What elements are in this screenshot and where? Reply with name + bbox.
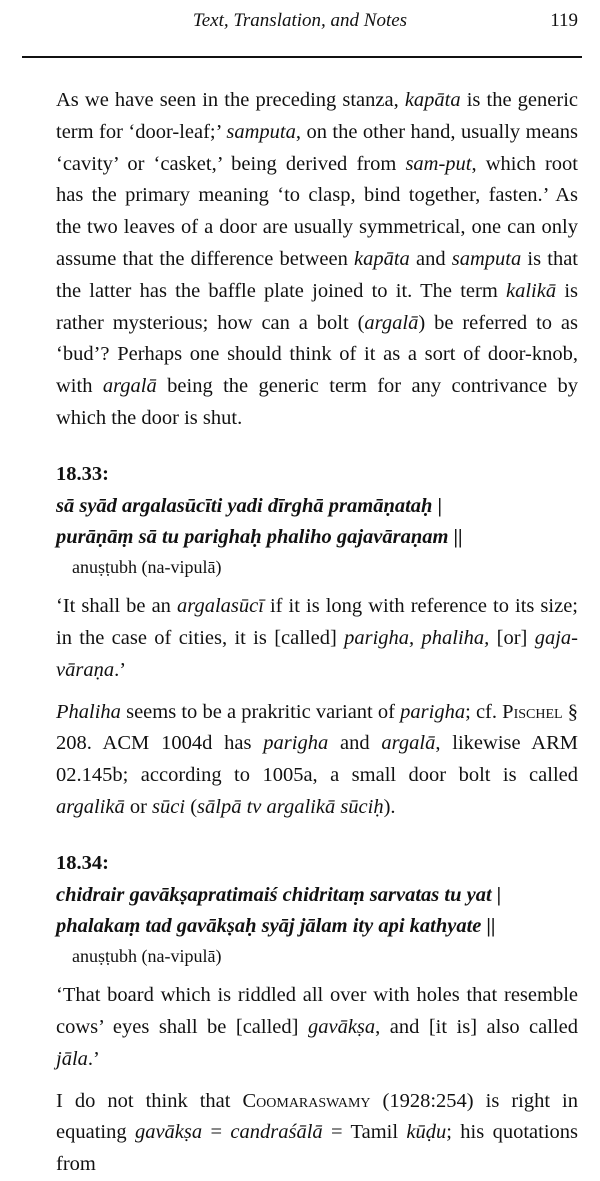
text-run: § 208. ACM 1004d has — [56, 700, 578, 755]
term: Phaliha — [56, 700, 121, 723]
text-run: ( — [185, 795, 198, 818]
page-body — [22, 85, 578, 1181]
term: kalikā — [506, 279, 557, 302]
term: sūci — [152, 795, 186, 818]
verse-number: 18.34: — [56, 851, 109, 874]
term: samputa — [451, 247, 522, 270]
term: parigha — [400, 700, 466, 723]
page-number: 119 — [550, 10, 578, 31]
term: gavākṣa — [134, 1121, 203, 1144]
text-run: being the generic term for any contrivance by which the door is shut. — [56, 375, 578, 429]
verse-translation — [22, 980, 578, 1075]
verse-meter: anuṣṭubh (na-vipulā) — [72, 946, 222, 967]
term: kapāta — [354, 247, 410, 270]
verse-line: chidrair gavākṣapratimaiś chidritaṃ sarvatas tu yat | — [56, 883, 502, 906]
running-title: Text, Translation, and Notes — [192, 10, 408, 31]
text-run: As we have seen in the preceding stanza, — [56, 89, 405, 111]
verse-translation — [22, 591, 578, 686]
term: argalā — [364, 311, 419, 334]
term: kapāta — [404, 89, 461, 111]
text-run: and — [409, 247, 452, 270]
text-run: [or] — [489, 626, 535, 649]
text-run: , on the other hand, usually means ‘cavity’ or ‘casket,’ being derived from — [56, 120, 578, 175]
verse-line: sā syād argalasūcīti yadi dīrghā pramāṇataḥ | — [56, 494, 443, 517]
spacer — [22, 435, 578, 459]
text-run: .’ — [114, 658, 127, 681]
text-run: is rather mysterious; how can a bolt ( — [56, 279, 578, 334]
text-run: ) be referred to as ‘bud’? Perhaps one should think of it as a sort of door-knob, with — [56, 311, 578, 398]
running-head — [0, 10, 600, 36]
verse-line: phalakaṃ tad gavākṣaḥ syāj jālam ity api kathyate || — [56, 915, 496, 938]
term: sam-put — [405, 152, 472, 175]
author-name: Pischel — [502, 700, 563, 723]
term: sālpā tv argalikā sūciḥ — [197, 795, 384, 818]
term: parigha — [263, 732, 329, 755]
term: argalā — [102, 375, 157, 398]
term: gavākṣa — [307, 1015, 376, 1038]
term: candraśālā — [230, 1121, 323, 1144]
verse-line: purāṇāṃ sā tu parighaḥ phaliho gajavāraṇam || — [56, 526, 463, 549]
text-run: (1928:254) is right in equating — [56, 1089, 579, 1144]
spacer — [22, 581, 578, 591]
text-run: .’ — [87, 1047, 100, 1070]
text-run: ‘It shall be an — [56, 595, 177, 618]
term: jāla — [56, 1047, 88, 1070]
spacer — [22, 970, 578, 980]
text-run: and — [328, 732, 382, 755]
intro-paragraph — [22, 85, 578, 435]
text-run: is that the latter has the baffle plate joined to it. The term — [56, 247, 578, 302]
spacer — [22, 1076, 578, 1086]
text-run: ; his quotations from — [56, 1121, 578, 1176]
text-run: I do not think that — [56, 1089, 243, 1112]
text-run: , likewise ARM 02.145b; according to 1005a, a small door bolt is called — [56, 732, 578, 787]
text-run: ‘That board which is riddled all over with holes that resemble cows’ eyes shall be [called] — [56, 984, 578, 1038]
term: argalā — [381, 732, 436, 755]
verse-note — [22, 697, 578, 824]
header-rule — [22, 56, 582, 58]
term: parigha, phaliha, — [344, 626, 490, 649]
term: kūḍu — [406, 1121, 447, 1144]
text-run: , which root has the primary meaning ‘to clasp, bind together, fasten.’ As the two leaves of a door are usually symmetrical, one can only assume that the difference between — [56, 152, 579, 270]
text-run: or — [124, 795, 153, 818]
text-run: ). — [383, 795, 396, 818]
text-run: is the generic term for ‘door-leaf;’ — [56, 89, 578, 143]
text-run: if it is long with reference to its size; in the case of cities, it is [called] — [56, 595, 578, 649]
text-run: seems to be a prakritic variant of — [120, 700, 401, 723]
term: argalasūcī — [176, 595, 264, 618]
term: samputa — [226, 120, 296, 143]
author-name: Coomaraswamy — [242, 1089, 371, 1112]
text-run: = Tamil — [322, 1121, 407, 1144]
verse-note — [22, 1086, 578, 1181]
verse-meter: anuṣṭubh (na-vipulā) — [72, 557, 222, 578]
text-run: = — [202, 1121, 231, 1144]
term: gaja-vāraṇa — [56, 626, 578, 681]
spacer — [22, 687, 578, 697]
spacer — [22, 824, 578, 848]
text-run: , and [it is] also called — [375, 1015, 578, 1038]
term: argalikā — [56, 795, 125, 818]
verse-number: 18.33: — [56, 462, 109, 485]
text-run: ; cf. — [465, 700, 503, 723]
